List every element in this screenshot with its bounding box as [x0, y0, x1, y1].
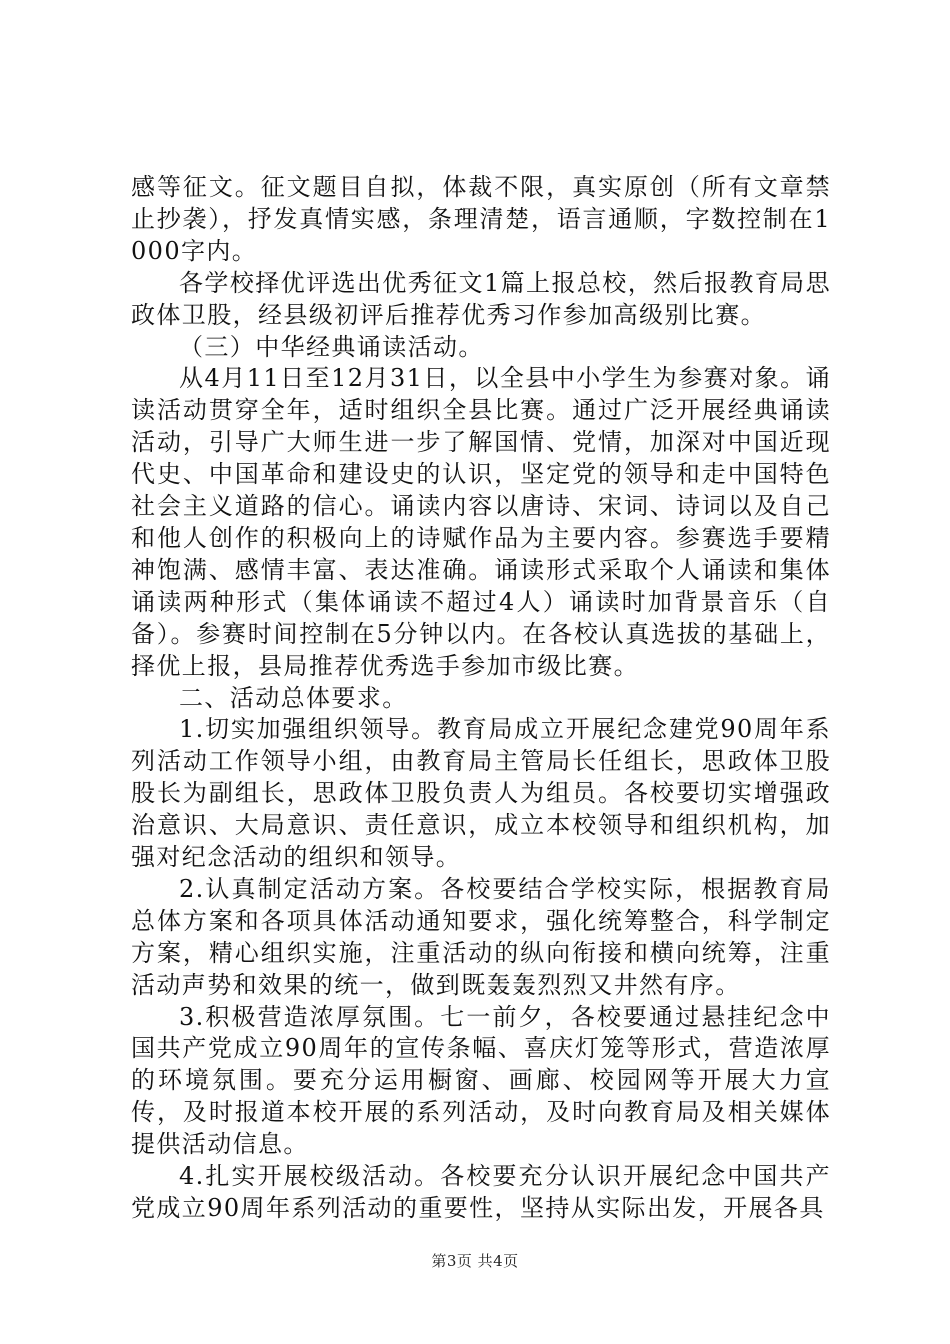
paragraph-essay-selection: 各学校择优评选出优秀征文1篇上报总校，然后报教育局思政体卫股，经县级初评后推荐优秀习作参加高级别比赛。 [131, 268, 831, 329]
page-number-footer: 第3页 共4页 [431, 1252, 519, 1270]
paragraph-classic-reading: 从4月11日至12月31日，以全县中小学生为参赛对象。诵读活动贯穿全年，适时组织全县比赛。通过广泛开展经典诵读活动，引导广大师生进一步了解国情、党情，加深对中国近现代史、中国革命和建设史的认识，坚定党的领导和走中国特色社会主义道路的信心。诵读内容以唐诗、宋词、诗词以及自己和他人创作的积极向上的诗赋作品为主要内容。参赛选手要精神饱满、感情丰富、表达准确。诵读形式采取个人诵读和集体诵读两种形式（集体诵读不超过4人）诵读时加背景音乐（自备）。参赛时间控制在5分钟以内。在各校认真选拔的基础上，择优上报，县局推荐优秀选手参加市级比赛。 [131, 364, 831, 680]
document-body [131, 172, 831, 1225]
paragraph-essay-requirements: 感等征文。征文题目自拟，体裁不限，真实原创（所有文章禁止抄袭），抒发真情实感，条理清楚，语言通顺，字数控制在1000字内。 [131, 173, 831, 265]
paragraph-requirement-4: 4.扎实开展校级活动。各校要充分认识开展纪念中国共产党成立90周年系列活动的重要性，坚持从实际出发，开展各具 [131, 1162, 831, 1222]
section-heading-classic-reading: （三）中华经典诵读活动。 [179, 332, 484, 361]
paragraph-requirement-1: 1.切实加强组织领导。教育局成立开展纪念建党90周年系列活动工作领导小组，由教育局主管局长任组长，思政体卫股股长为副组长，思政体卫股负责人为组员。各校要切实增强政治意识、大局意识、责任意识，成立本校领导和组织机构，加强对纪念活动的组织和领导。 [131, 715, 831, 872]
paragraph-requirement-3: 3.积极营造浓厚氛围。七一前夕，各校要通过悬挂纪念中国共产党成立90周年的宣传条幅、喜庆灯笼等形式，营造浓厚的环境氛围。要充分运用橱窗、画廊、校园网等开展大力宣传，及时报道本校开展的系列活动，及时向教育局及相关媒体提供活动信息。 [131, 1002, 831, 1159]
paragraph-requirement-2: 2.认真制定活动方案。各校要结合学校实际，根据教育局总体方案和各项具体活动通知要求，强化统筹整合，科学制定方案，精心组织实施，注重活动的纵向衔接和横向统筹，注重活动声势和效果的统一，做到既轰轰烈烈又井然有序。 [131, 874, 831, 999]
section-heading-overall-requirements: 二、活动总体要求。 [179, 683, 408, 712]
